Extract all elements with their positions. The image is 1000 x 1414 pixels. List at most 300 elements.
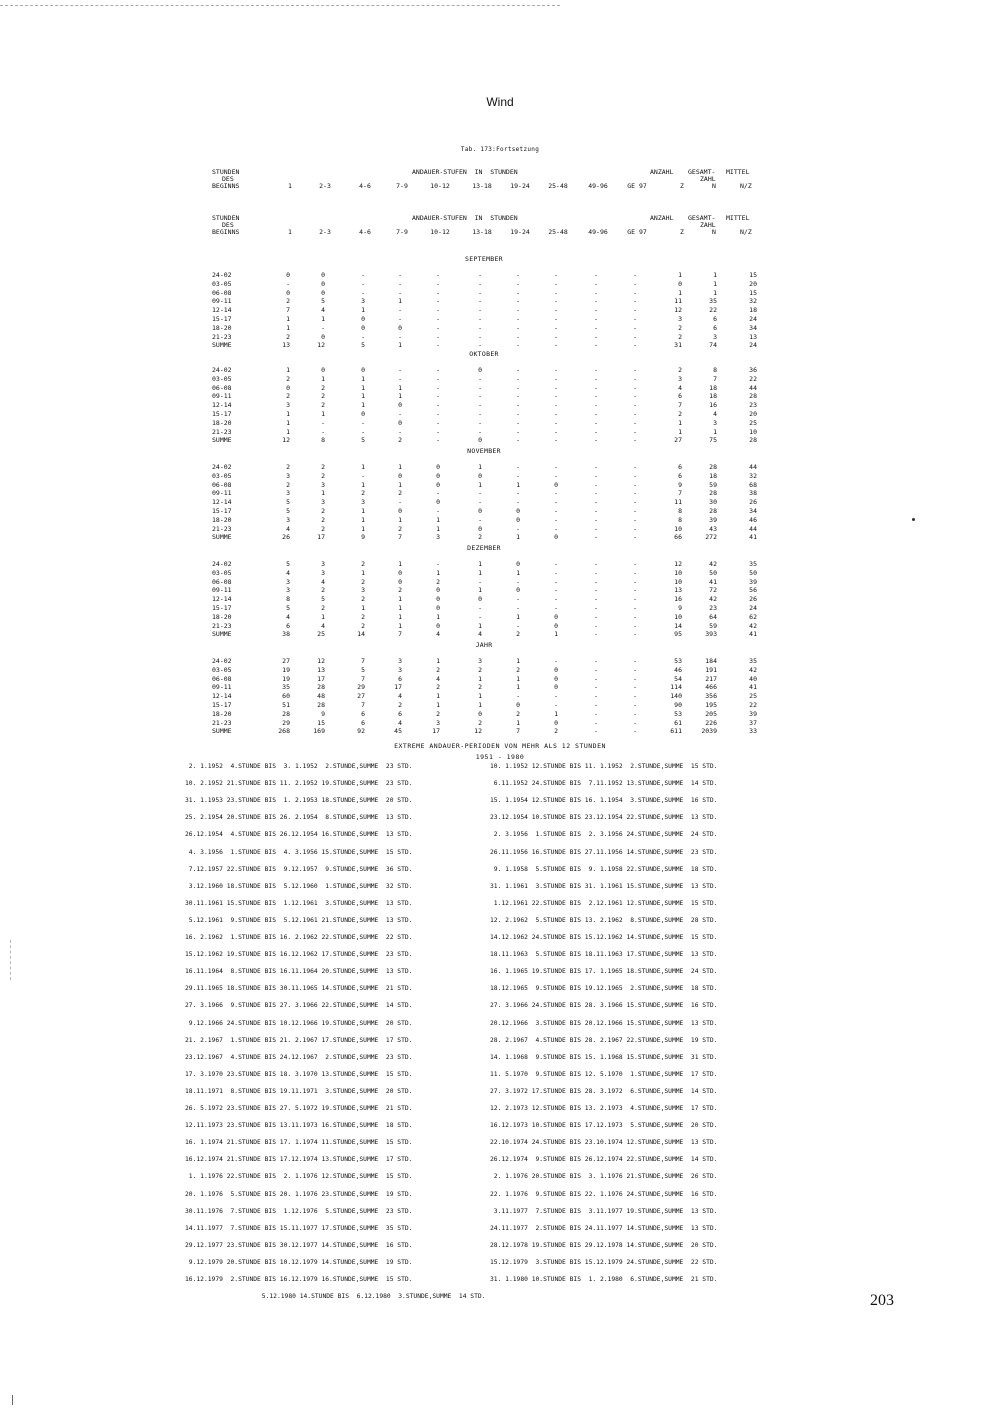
table-cell: - [594,692,598,701]
row-label: 09-11 [212,392,232,401]
table-cell: - [594,621,598,630]
table-cell: 1 [361,515,365,524]
extreme-row [0,1037,1000,1051]
table-cell: 1 [398,383,402,392]
table-cell: - [633,418,637,427]
extreme-entry-left: 16.12.1974 21.STUNDE BIS 17.12.1974 13.STUNDE,SUMME 17 STD. [185,1156,413,1164]
table-cell: 28 [317,683,325,692]
section-title: OKTOBER [469,350,499,358]
table-cell: - [436,392,440,401]
table-cell: 24 [749,604,757,612]
extreme-entry-right: 15.12.1979 3.STUNDE BIS 15.12.1979 24.STUNDE,SUMME 22 STD. [490,1258,718,1266]
table-row [0,701,1000,710]
table-cell: - [594,604,598,612]
table-row [0,498,1000,507]
table-cell: - [554,586,558,595]
table-cell: 6 [678,471,682,480]
table-cell: 25 [749,418,757,427]
table-cell: 0 [286,288,290,297]
table-cell: - [478,401,482,410]
table-cell: 1 [361,374,365,383]
table-cell: 24 [749,315,757,323]
table-cell: - [633,463,637,471]
table-cell: 7 [398,533,402,542]
table-cell: 30 [709,498,717,507]
table-cell: 2 [361,612,365,621]
extreme-entry-left: 1. 1.1976 22.STUNDE BIS 2. 1.1976 12.STUNDE,SUMME 15 STD. [185,1173,413,1181]
header-group: ANDAUER-STUFEN IN STUNDEN [412,214,518,222]
header-beginns: BEGINNS [212,182,240,190]
extreme-row [0,1208,1000,1222]
header-col: 25-48 [548,182,568,190]
table-cell: - [398,271,402,279]
table-cell: - [398,427,402,436]
table-cell: 28 [749,392,757,401]
table-cell: 35 [749,657,757,665]
table-cell: - [633,586,637,595]
table-cell: 3 [321,568,325,577]
table-cell: - [594,595,598,604]
table-cell: - [554,271,558,279]
row-label: 18-20 [212,515,232,524]
table-cell: - [436,410,440,418]
table-cell: 4 [398,718,402,727]
table-row [0,463,1000,472]
table-cell: - [633,515,637,524]
table-cell: 217 [705,674,717,683]
table-row [0,666,1000,675]
extreme-entry-last: 5.12.1980 14.STUNDE BIS 6.12.1980 3.STUNDE,SUMME 14 STD. [258,1293,486,1301]
table-cell: 46 [749,515,757,524]
row-label: 03-05 [212,471,232,480]
table-row [0,324,1000,333]
header-col: 19-24 [510,228,530,236]
table-cell: 2 [398,524,402,533]
table-cell: 39 [709,515,717,524]
table-cell: - [361,418,365,427]
table-cell: 1 [361,392,365,401]
table-cell: 393 [705,630,717,639]
table-cell: 44 [749,463,757,471]
table-cell: 1 [286,427,290,436]
table-cell: - [594,480,598,489]
table-cell: 13 [674,586,682,595]
extreme-entry-right: 14. 1.1968 9.STUNDE BIS 15. 1.1968 15.STUNDE,SUMME 31 STD. [490,1053,718,1061]
extreme-row [0,780,1000,794]
table-cell: 29 [282,718,290,727]
table-cell: 0 [398,568,402,577]
table-cell: 41 [749,683,757,692]
table-cell: 38 [749,489,757,498]
extreme-entry-left: 5.12.1961 9.STUNDE BIS 5.12.1961 21.STUNDE,SUMME 13 STD. [185,916,413,924]
extreme-row [0,1173,1000,1187]
table-cell: 7 [286,306,290,315]
table-cell: - [516,366,520,374]
header-col: 19-24 [510,182,530,190]
table-cell: - [594,374,598,383]
table-cell: 5 [321,297,325,306]
header-col: 7-9 [396,228,408,236]
table-cell: 14 [357,630,365,639]
table-row [0,516,1000,525]
table-cell: - [633,374,637,383]
table-cell: 22 [749,701,757,709]
table-cell: - [554,297,558,306]
table-cell: 4 [678,383,682,392]
table-cell: - [478,323,482,332]
header-group: ANDAUER-STUFEN IN STUNDEN [412,168,518,176]
row-label: SUMME [212,341,232,350]
row-label: 15-17 [212,604,232,612]
table-cell: 5 [361,436,365,445]
header-col: GE 97 [627,182,647,190]
table-cell: 0 [398,471,402,480]
header-col: 4-6 [359,182,371,190]
table-row [0,719,1000,728]
table-cell: 0 [516,586,520,595]
extreme-row [0,763,1000,777]
extreme-entry-right: 12. 2.1962 5.STUNDE BIS 13. 2.1962 8.STUNDE,SUMME 28 STD. [490,916,718,924]
table-cell: 2 [286,392,290,401]
table-cell: 28 [709,489,717,498]
table-cell: 1 [361,463,365,471]
table-cell: 1 [678,271,682,279]
table-cell: 1 [321,374,325,383]
table-cell: 1 [398,612,402,621]
table-cell: 0 [516,560,520,568]
table-cell: 3 [286,586,290,595]
table-cell: - [436,279,440,288]
extreme-period: 1951 - 1980 [475,753,525,761]
table-cell: 16 [674,595,682,604]
row-label: 18-20 [212,612,232,621]
table-cell: 2 [321,507,325,515]
table-cell: 2 [678,323,682,332]
row-label: 24-02 [212,657,232,665]
extreme-row [0,1088,1000,1102]
table-cell: - [554,288,558,297]
extreme-title: EXTREME ANDAUER-PERIODEN VON MEHR ALS 12 STUNDEN [394,742,606,750]
table-cell: 0 [516,515,520,524]
table-cell: - [436,323,440,332]
row-label: 24-02 [212,560,232,568]
table-cell: - [594,709,598,718]
row-label: 21-23 [212,524,232,533]
table-row [0,401,1000,410]
table-cell: 2 [678,366,682,374]
table-cell: 3 [678,374,682,383]
table-cell: 3 [361,498,365,507]
table-cell: - [478,392,482,401]
extreme-row [0,1191,1000,1205]
table-cell: - [436,560,440,568]
extreme-row [0,1259,1000,1273]
table-cell: 1 [361,306,365,315]
table-cell: - [633,665,637,674]
table-cell: 1 [516,683,520,692]
table-cell: - [436,507,440,515]
table-cell: 10 [674,612,682,621]
table-cell: 2 [678,332,682,341]
table-cell: - [633,401,637,410]
table-cell: 5 [361,665,365,674]
table-cell: - [398,288,402,297]
extreme-entry-left: 21. 2.1967 1.STUNDE BIS 21. 2.1967 17.STUNDE,SUMME 17 STD. [185,1036,413,1044]
extreme-entry-left: 23.12.1967 4.STUNDE BIS 24.12.1967 2.STUNDE,SUMME 23 STD. [185,1053,413,1061]
table-cell: - [594,630,598,639]
table-cell: - [594,515,598,524]
table-cell: 15 [749,288,757,297]
table-cell: - [554,595,558,604]
table-cell: 2 [361,595,365,604]
table-cell: 3 [321,480,325,489]
table-cell: 0 [554,621,558,630]
table-cell: - [478,332,482,341]
table-cell: - [594,657,598,665]
table-cell: 13 [282,341,290,350]
extreme-entry-right: 18.12.1965 9.STUNDE BIS 19.12.1965 2.STUNDE,SUMME 18 STD. [490,985,718,993]
table-cell: 1 [478,701,482,709]
table-cell: 28 [282,709,290,718]
table-cell: - [516,436,520,445]
table-cell: 42 [749,665,757,674]
table-cell: 0 [436,498,440,507]
row-label: 09-11 [212,297,232,306]
table-cell: 2 [321,401,325,410]
table-cell: - [594,701,598,709]
table-cell: 2 [398,701,402,709]
table-cell: 1 [516,718,520,727]
table-cell: 35 [709,297,717,306]
table-cell: 3 [713,418,717,427]
table-cell: 0 [361,323,365,332]
table-cell: 4 [398,692,402,701]
table-cell: 1 [398,595,402,604]
table-cell: 1 [436,515,440,524]
extreme-entry-right: 6.11.1952 24.STUNDE BIS 7.11.1952 13.STUNDE,SUMME 14 STD. [490,780,718,788]
table-cell: 0 [321,271,325,279]
table-row [0,727,1000,736]
table-cell: 1 [436,612,440,621]
table-cell: - [478,410,482,418]
row-label: SUMME [212,533,232,542]
table-cell: 6 [398,709,402,718]
table-cell: - [633,297,637,306]
table-cell: 2 [286,374,290,383]
table-cell: 7 [678,489,682,498]
extreme-entry-right: 18.11.1963 5.STUNDE BIS 18.11.1963 17.STUNDE,SUMME 13 STD. [490,951,718,959]
table-cell: - [633,498,637,507]
table-cell: 50 [709,568,717,577]
row-label: 06-08 [212,383,232,392]
table-cell: 1 [398,463,402,471]
header-mittel: MITTEL [726,214,750,222]
table-cell: 0 [516,701,520,709]
table-row [0,533,1000,542]
extreme-entry-left: 9.12.1979 20.STUNDE BIS 10.12.1979 14.STUNDE,SUMME 19 STD. [185,1258,413,1266]
extreme-row [0,1225,1000,1239]
table-row [0,622,1000,631]
header-zahl: ZAHL [700,221,716,229]
table-cell: 0 [478,595,482,604]
row-label: 06-08 [212,674,232,683]
table-cell: 3 [286,401,290,410]
table-cell: 1 [478,480,482,489]
table-cell: 5 [286,498,290,507]
table-cell: - [633,471,637,480]
extreme-entry-right: 22. 1.1976 9.STUNDE BIS 22. 1.1976 24.STUNDE,SUMME 16 STD. [490,1190,718,1198]
table-cell: - [516,297,520,306]
table-cell: 7 [678,401,682,410]
table-cell: 2 [286,480,290,489]
table-cell: 1 [286,315,290,323]
table-cell: - [436,401,440,410]
table-cell: 0 [678,279,682,288]
extreme-entry-left: 3.12.1960 18.STUNDE BIS 5.12.1960 1.STUNDE,SUMME 32 STD. [185,882,413,890]
table-cell: 0 [554,612,558,621]
table-cell: 1 [713,271,717,279]
table-cell: - [361,271,365,279]
extreme-row [0,814,1000,828]
table-cell: 1 [516,533,520,542]
table-cell: - [633,524,637,533]
header-col: 4-6 [359,228,371,236]
table-cell: 1 [478,560,482,568]
table-cell: - [361,288,365,297]
table-cell: - [554,524,558,533]
table-cell: 13 [749,332,757,341]
table-cell: - [554,410,558,418]
table-cell: 7 [361,657,365,665]
table-cell: - [554,560,558,568]
table-cell: - [516,392,520,401]
table-cell: 29 [357,683,365,692]
table-cell: - [516,323,520,332]
extreme-entry-right: 15. 1.1954 12.STUNDE BIS 16. 1.1954 3.STUNDE,SUMME 16 STD. [490,797,718,805]
table-cell: - [633,288,637,297]
table-cell: 2 [321,463,325,471]
table-cell: 20 [749,410,757,418]
table-cell: - [398,366,402,374]
table-row [0,271,1000,280]
table-cell: - [516,489,520,498]
table-cell: 7 [361,674,365,683]
table-cell: 1 [398,560,402,568]
table-row [0,613,1000,622]
table-row [0,630,1000,639]
table-cell: 184 [705,657,717,665]
table-cell: - [516,577,520,586]
table-cell: 61 [674,718,682,727]
section-title: SEPTEMBER [465,255,503,263]
table-cell: - [633,436,637,445]
extreme-entry-right: 31. 1.1961 3.STUNDE BIS 31. 1.1961 15.STUNDE,SUMME 13 STD. [490,882,718,890]
extreme-entry-right: 16. 1.1965 19.STUNDE BIS 17. 1.1965 18.STUNDE,SUMME 24 STD. [490,968,718,976]
table-header [0,168,1000,208]
table-cell: - [594,341,598,350]
header-stunden: STUNDEN [212,214,240,222]
table-cell: - [594,524,598,533]
table-cell: 169 [313,727,325,736]
extreme-row [0,1276,1000,1290]
table-cell: - [516,374,520,383]
table-cell: 1 [398,297,402,306]
table-cell: 0 [554,674,558,683]
table-cell: 1 [678,288,682,297]
table-cell: 1 [478,621,482,630]
table-cell: 9 [678,480,682,489]
table-cell: 16 [709,401,717,410]
table-cell: 2 [321,383,325,392]
table-cell: - [436,306,440,315]
extreme-entry-left: 26.12.1954 4.STUNDE BIS 26.12.1954 16.STUNDE,SUMME 13 STD. [185,831,413,839]
extreme-entry-left: 20. 1.1976 5.STUNDE BIS 20. 1.1976 23.STUNDE,SUMME 19 STD. [185,1190,413,1198]
table-cell: 54 [674,674,682,683]
table-cell: 4 [321,306,325,315]
table-cell: 6 [361,709,365,718]
extreme-row [0,1122,1000,1136]
extreme-entry-right: 16.12.1973 10.STUNDE BIS 17.12.1973 5.STUNDE,SUMME 20 STD. [490,1122,718,1130]
table-cell: 1 [361,524,365,533]
table-cell: 2 [478,665,482,674]
table-caption: Tab. 173:Fortsetzung [460,146,540,153]
table-cell: - [516,621,520,630]
header-col: 13-18 [472,228,492,236]
table-cell: 6 [678,463,682,471]
table-cell: 0 [398,418,402,427]
table-cell: 2 [478,683,482,692]
table-cell: 6 [713,323,717,332]
table-cell: - [554,498,558,507]
table-cell: - [436,489,440,498]
table-cell: 0 [554,718,558,727]
extreme-entry-right: 27. 3.1972 17.STUNDE BIS 28. 3.1972 6.STUNDE,SUMME 14 STD. [490,1087,718,1095]
header-anzahl: ANZAHL [650,168,674,176]
table-cell: - [594,401,598,410]
extreme-entry-left: 15.12.1962 19.STUNDE BIS 16.12.1962 17.STUNDE,SUMME 23 STD. [185,951,413,959]
table-cell: 1 [436,701,440,709]
table-cell: - [633,701,637,709]
table-cell: - [594,727,598,736]
table-cell: 0 [361,410,365,418]
table-cell: 1 [286,323,290,332]
table-cell: - [633,595,637,604]
table-cell: - [478,498,482,507]
table-row [0,560,1000,569]
extreme-entry-right: 20.12.1966 3.STUNDE BIS 20.12.1966 15.STUNDE,SUMME 13 STD. [490,1019,718,1027]
header-n: N [712,228,716,236]
table-cell: 2 [321,471,325,480]
table-cell: 9 [361,533,365,542]
extreme-row [0,849,1000,863]
table-cell: - [633,480,637,489]
table-cell: 5 [321,595,325,604]
table-cell: 40 [749,674,757,683]
row-label: 15-17 [212,315,232,323]
table-cell: 75 [709,436,717,445]
header-col: 2-3 [319,228,331,236]
table-cell: 50 [749,568,757,577]
table-cell: 0 [478,436,482,445]
table-cell: - [478,271,482,279]
table-cell: - [633,383,637,392]
header-n: N [712,182,716,190]
header-des: DES [222,175,234,183]
table-cell: - [594,718,598,727]
row-label: 03-05 [212,374,232,383]
header-col: 49-96 [588,228,608,236]
table-cell: - [478,577,482,586]
